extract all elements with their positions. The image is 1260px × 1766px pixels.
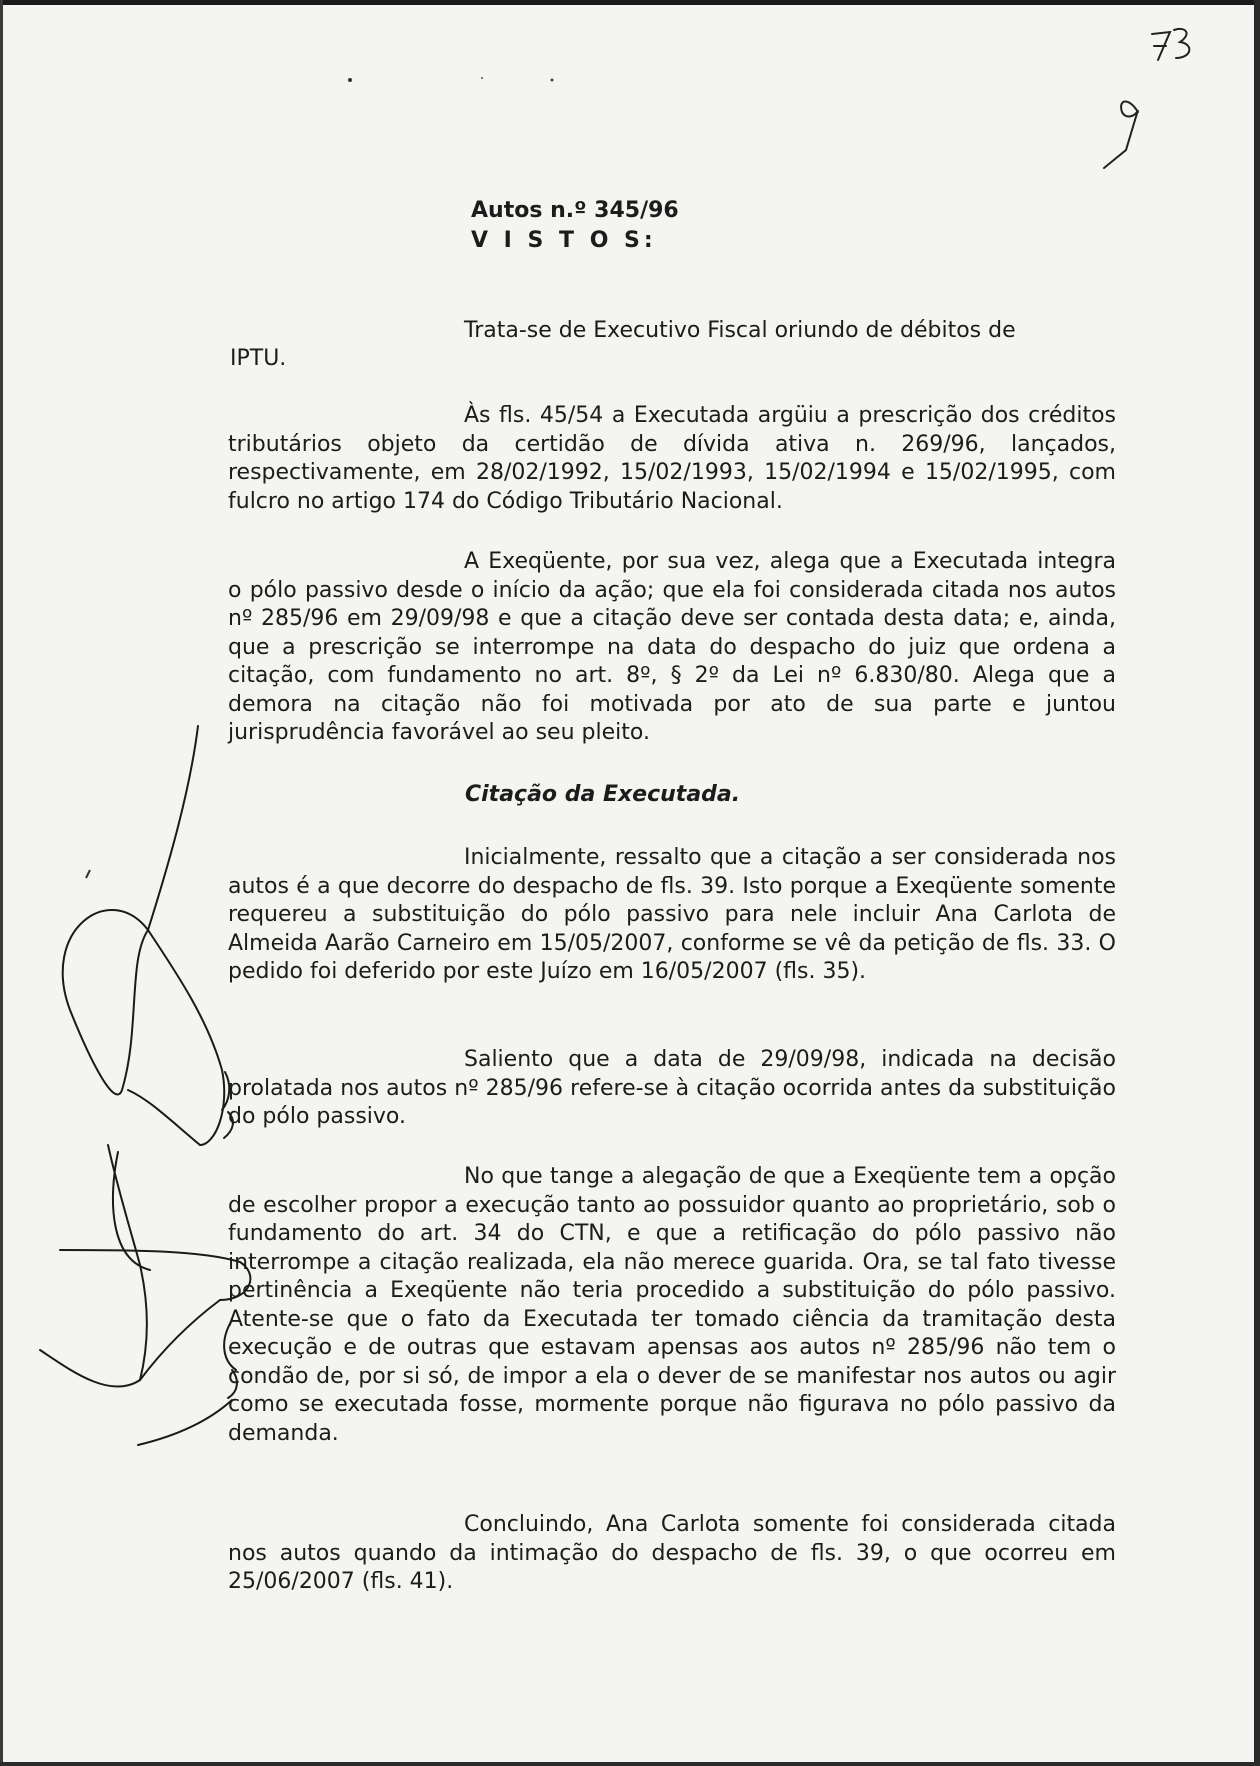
paragraph-1-line-1: Trata-se de Executivo Fiscal oriundo de débitos de bbox=[464, 318, 1016, 343]
scan-speck bbox=[348, 78, 352, 82]
paragraph-3: A Exeqüente, por sua vez, alega que a Executada integra o pólo passivo desde o início da ação; que ela foi considerada citada nos autos nº 285/96 em 29/09/98 e que a citação deve ser contada desta data; e, ainda, que a prescrição se interrompe na data do despacho do juiz que ordena a citação, com fundamento no art. 8º, § 2º da Lei nº 6.830/80. Alega que a demora na citação não foi motivada por ato de sua parte e juntou jurisprudência favorável ao seu pleito. bbox=[228, 549, 1116, 745]
scan-speck bbox=[481, 77, 483, 79]
paragraph-2: Às fls. 45/54 a Executada argüiu a prescrição dos créditos tributários objeto da certidão de dívida ativa n. 269/96, lançados, respectivamente, em 28/02/1992, 15/02/1993, 15/02/1994 e 15/02/1995, com fulcro no artigo 174 do Código Tributário Nacional. bbox=[228, 403, 1116, 514]
handwritten-page-number bbox=[1152, 29, 1189, 60]
case-number: Autos n.º 345/96 bbox=[471, 198, 679, 223]
scan-speck bbox=[86, 870, 90, 878]
paragraph-4: Inicialmente, ressalto que a citação a ser considerada nos autos é a que decorre do despacho de fls. 39. Isto porque a Exeqüente somente requereu a substituição do pólo passivo para nele incluir Ana Carlota de Almeida Aarão Carneiro em 15/05/2007, conforme se vê da petição de fls. 33. O pedido foi deferido por este Juízo em 16/05/2007 (fls. 35). bbox=[228, 845, 1116, 984]
paragraph-1-line-2: IPTU. bbox=[230, 346, 287, 371]
paragraph-6: No que tange a alegação de que a Exeqüente tem a opção de escolher propor a execução tanto ao possuidor quanto ao proprietário, sob o fundamento do art. 34 do CTN, e que a retificação do pólo passivo não interrompe a citação realizada, ela não merece guarida. Ora, se tal fato tivesse pertinência a Exeqüente não teria procedido a substituição do pólo passivo. Atente-se que o fato da Executada ter tomado ciência da tramitação desta execução e de outras que estavam apensas aos autos nº 285/96 não tem o condão de, por si só, de impor a ela o dever de se manifestar nos autos ou agir como se executada fosse, mormente porque não figurava no pólo passivo da demanda. bbox=[228, 1164, 1116, 1446]
case-header bbox=[471, 196, 679, 256]
vistos-heading: V I S T O S: bbox=[471, 228, 657, 253]
signature bbox=[40, 726, 250, 1445]
paragraph-7: Concluindo, Ana Carlota somente foi considerada citada nos autos quando da intimação do despacho de fls. 39, o que ocorreu em 25/06/2007 (fls. 41). bbox=[228, 1512, 1116, 1594]
handwritten-folio-mark bbox=[1104, 101, 1138, 168]
section-title: Citação da Executada. bbox=[465, 782, 741, 807]
scan-speck bbox=[551, 79, 554, 82]
paragraph-5: Saliento que a data de 29/09/98, indicada na decisão prolatada nos autos nº 285/96 refere-se à citação ocorrida antes da substituição do pólo passivo. bbox=[228, 1047, 1116, 1129]
